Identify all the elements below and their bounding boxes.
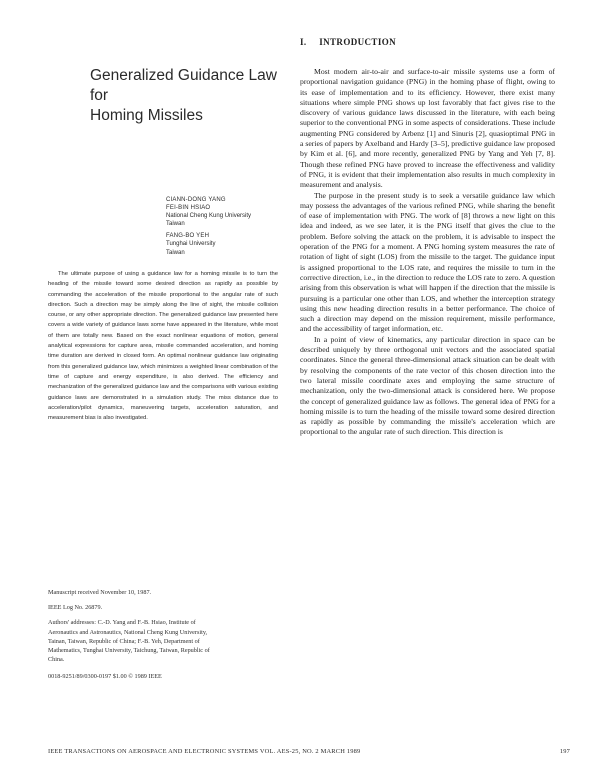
address-line: Tainan, Taiwan, Republic of China; F.-B. Yeh, Department of — [48, 637, 200, 645]
address-line: Mathematics, Tunghai University, Taichung, Taiwan, Republic of — [48, 647, 210, 655]
section-number: I. — [300, 37, 307, 47]
author-affiliation: Tunghai University — [166, 241, 216, 248]
author-affiliation: National Cheng Kung University — [166, 213, 252, 220]
author-country: Taiwan — [166, 221, 185, 228]
author-group-1 — [166, 196, 306, 228]
abstract: The ultimate purpose of using a guidance law for a homing missile is to turn the heading of the missile toward some desired direction as rapidly as possible by commanding the acceleration of the missile proportional to the angular rate of such direction. Such a direction may be simply along the line of sight, the missile collision course, or any other appropriate direction. The generalized guidance law presented here covers a wide variety of guidance laws some have appeared in the literature, while most of them are totally new. Based on the exact nonlinear equations of motion, general analytical expressions for capture area, missile commanded acceleration, and homing time duration are derived in closed form. An optimal nonlinear guidance law originating from this generalized guidance law, which minimizes a weighted linear combination of the time of capture and energy expenditure, is also derived. The efficiency and mechanization of the generalized guidance law and the comparisons with various existing guidance laws are demonstrated in a simulation study. The miss distance due to acceleration/pilot dynamics, maneuvering targets, acceleration saturation, and measurement bias is also investigated. — [48, 271, 278, 422]
journal-citation: IEEE TRANSACTIONS ON AEROSPACE AND ELECTRONIC SYSTEMS VOL. AES-25, NO. 2 MARCH 1989 — [48, 748, 361, 755]
body-paragraph: The purpose in the present study is to seek a versatile guidance law which may possess the advantages of the various refined PNG, while sharing the benefit of ease of implementation with PNG. The work of [8] throws a new light on this idea and indeed, as we see later, it is the PNG itself that gives the clue to the problem. Before solving the attack on the problem, it is advisable to inspect the operation of the PNG for a moment. A PNG homing system measures the rate of rotation of light of sight (LOS) from the missile to the target. The guidance input is assigned proportional to the LOS rate, and requires the missile to turn in the corrective direction, i.e., in the direction to reduce the LOS rate to zero. A question arising from this observation is what will happen if the direction that the missile is pursuing is a particular one other than LOS, and whether the interception strategy using this new heading direction results in a better performance. The choice of such a direction may depend on the mission requirement, missile performance, and the accessibility of target information, etc. — [300, 190, 555, 334]
page-number: 197 — [559, 748, 570, 755]
manuscript-note: Manuscript received November 10, 1987. — [48, 589, 152, 596]
address-line: China. — [48, 656, 65, 664]
footnotes — [48, 588, 280, 688]
section-heading — [300, 37, 560, 47]
body-text-column — [300, 67, 555, 438]
author-name: FEI-BIN HSIAO — [166, 205, 211, 212]
section-title: INTRODUCTION — [319, 37, 397, 47]
author-name: FANG-BO YEH — [166, 233, 210, 240]
author-country: Taiwan — [166, 249, 185, 256]
author-name: CIANN-DONG YANG — [166, 197, 226, 203]
address-line: Authors' addresses: C.-D. Yang and F.-B. Hsiao, Institute of — [48, 619, 196, 627]
paper-title-line-2: Homing Missiles — [90, 107, 203, 124]
author-block — [166, 196, 306, 261]
body-paragraph: Most modern air-to-air and surface-to-air missile systems use a form of proportional navigation guidance (PNG) in the homing phase of flight, owing to its ease of implementation and to its efficiency. However, there exist many situations where simple PNG shows up lost favorably that fact gives rise to the discovery of various guidance laws discussed in the literature, with each being superior to the conventional PNG in some aspects of considerations. These include augmenting PNG considered by Arbenz [1] and Sinuris [2], quasioptimal PNG in a series of papers by Axelband and Hardy [3–5], predictive guidance law proposed by Kim et al. [6], and more recently, generalized PNG by Yang and Yeh [7, 8]. Though these refined PNG have proved to increase the effectiveness and validity of PNG, it is evident that their implementation also results in much complexity in measurement and analysis. — [300, 67, 555, 190]
copyright-note: 0018-9251/89/0300-0197 $1.00 © 1989 IEEE — [48, 673, 162, 681]
address-line: Aeronautics and Astronautics, National Cheng Kung University, — [48, 628, 208, 636]
body-paragraph: In a point of view of kinematics, any particular direction in space can be described uniquely by three orthogonal unit vectors and the associated spatial coordinates. Since the general three-dimensional attack situation can be dealt with by resolving the components of the rate vector of this chosen direction into the two lateral missile coordinate axes and employing the same structure of mechanization, only the two-dimensional attack is considered here. We propose the concept of generalized guidance law as follows. The general idea of PNG for a homing missile is to turn the heading of the missile toward some desired direction as rapidly as possible by commanding the missile's acceleration which are proportional to the angular rate of such direction. This direction is — [300, 334, 555, 437]
paper-title-line-1: Generalized Guidance Law for — [90, 67, 277, 104]
author-group-2 — [166, 232, 306, 256]
paper-title — [90, 66, 290, 126]
author-address-note — [48, 618, 280, 664]
page-footer — [48, 748, 570, 755]
ieee-log-note: IEEE Log No. 26879. — [48, 604, 103, 612]
